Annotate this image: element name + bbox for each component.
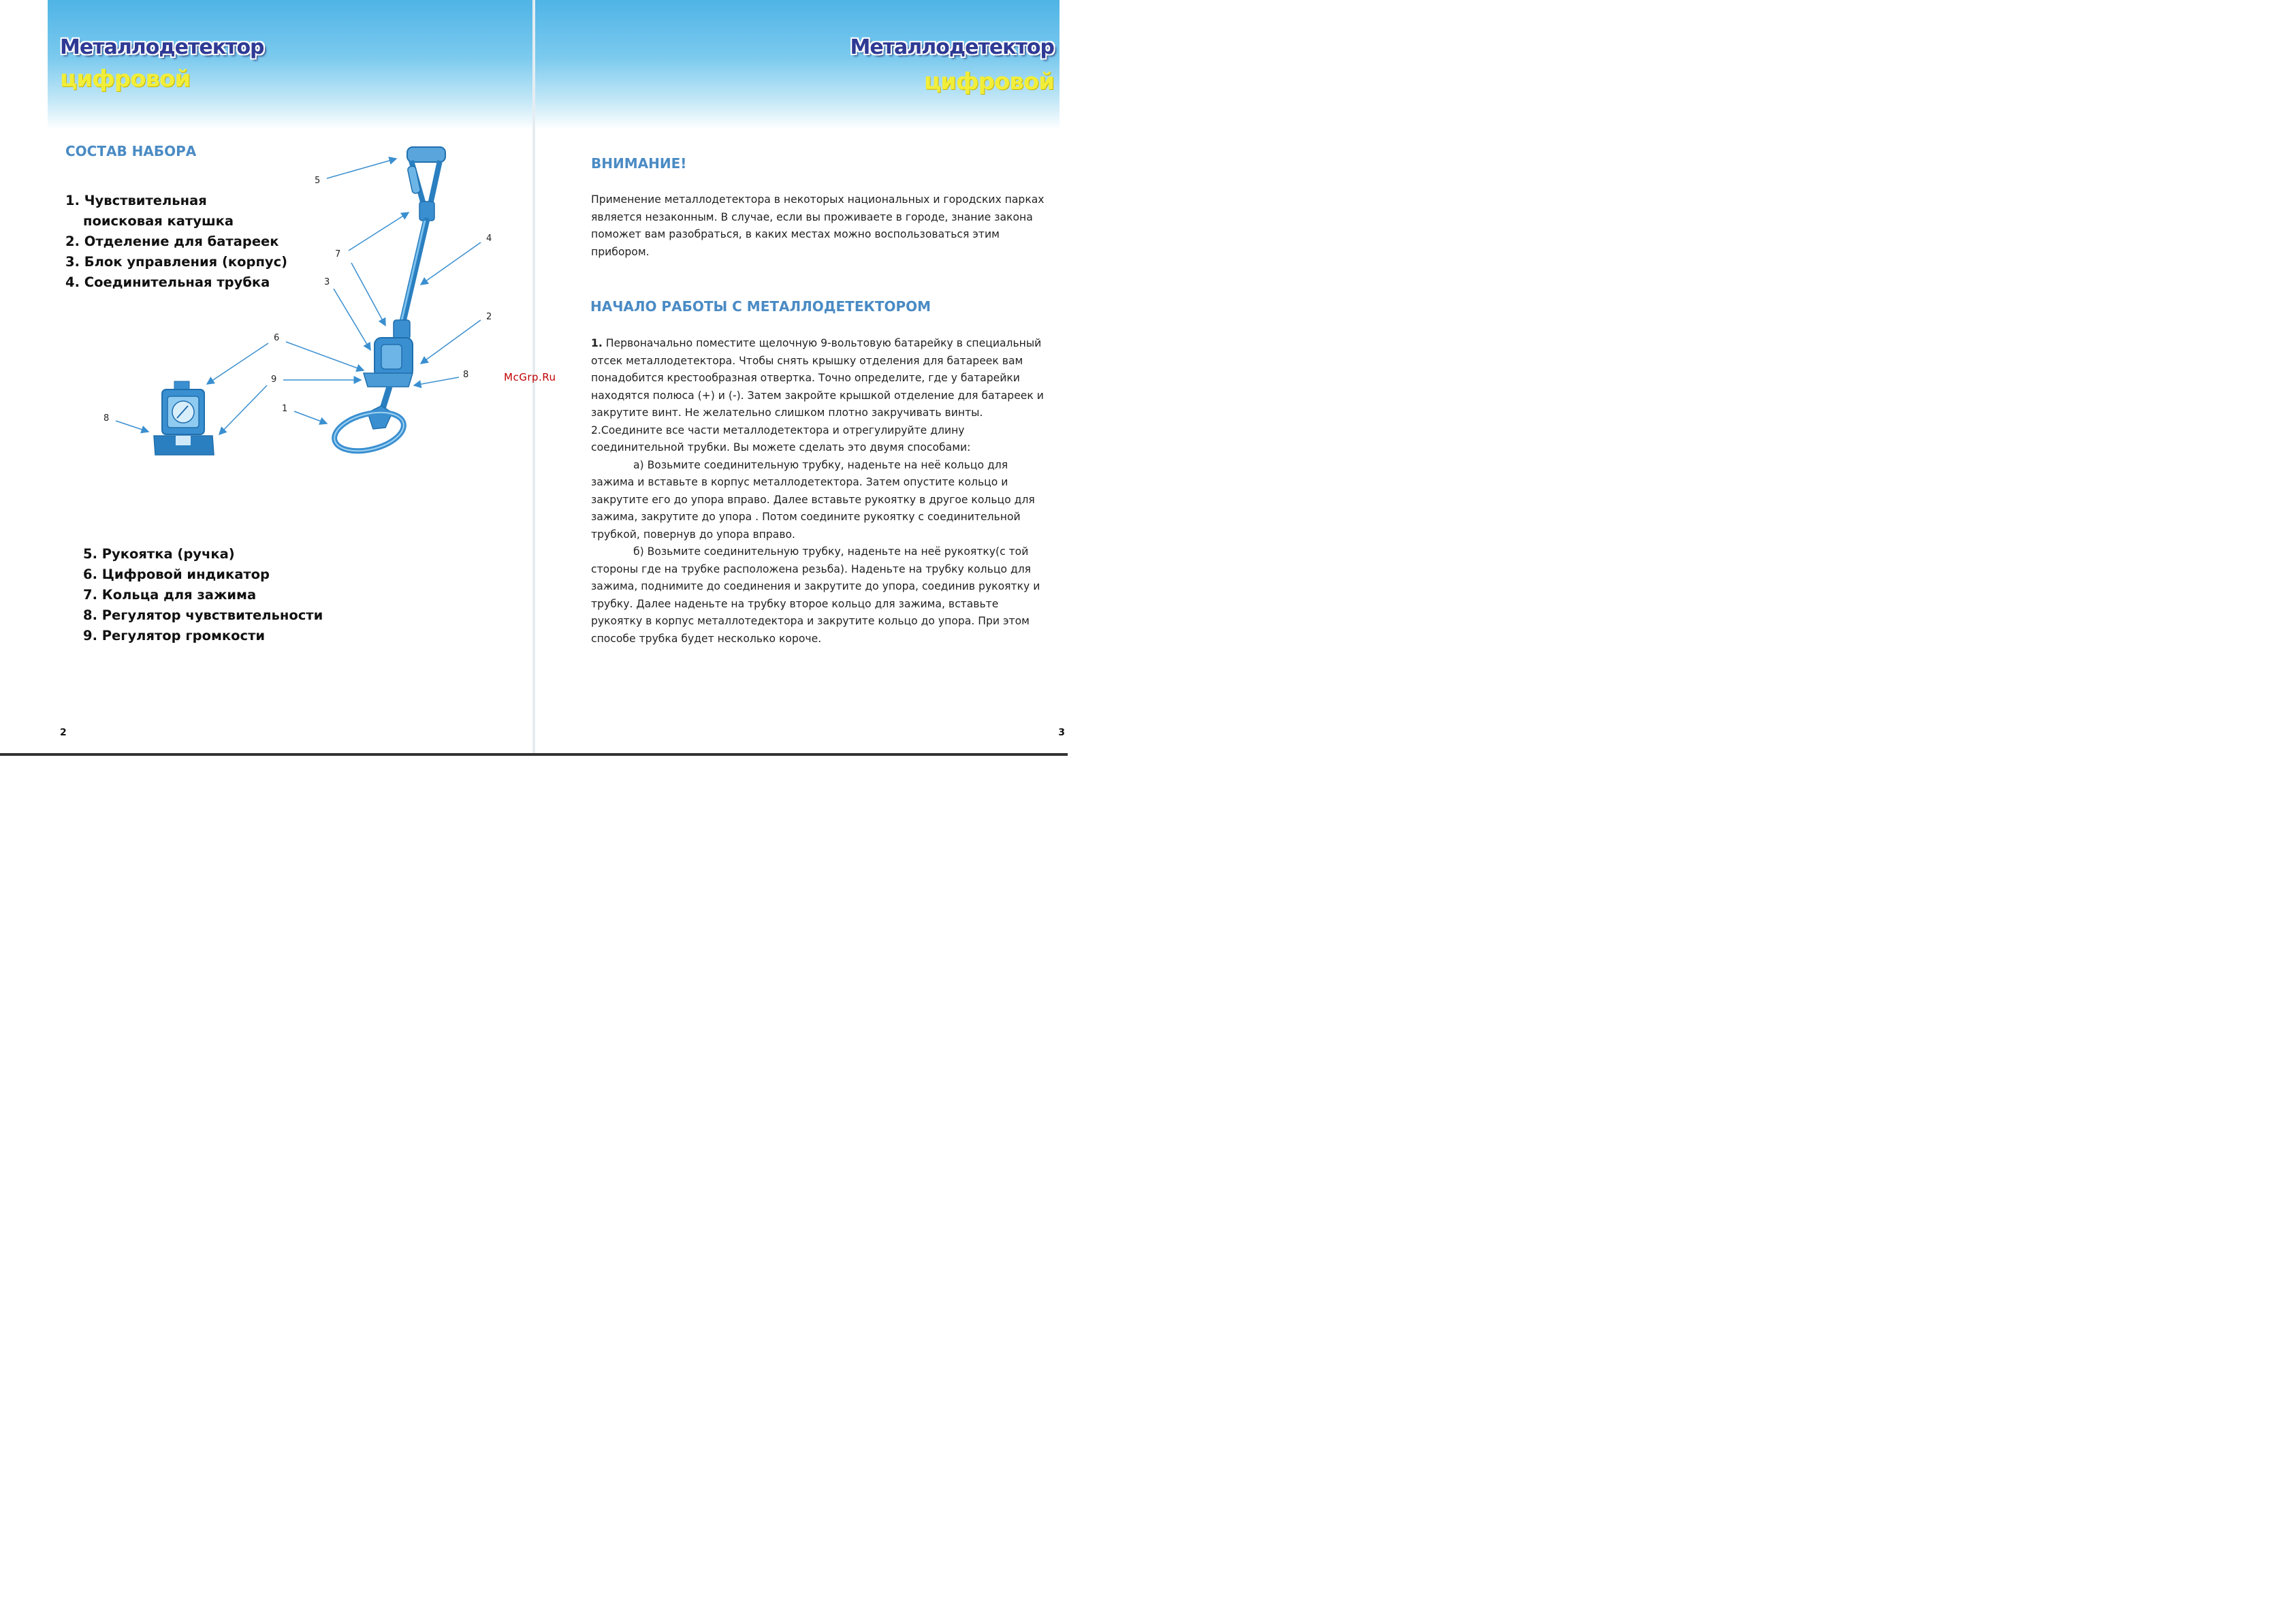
logo-subtitle: цифровой — [60, 65, 191, 93]
part-item: 6. Цифровой индикатор — [83, 567, 270, 582]
step-1-number: 1. — [591, 337, 603, 349]
diagram-label-7: 7 — [335, 249, 341, 259]
attention-text: Применение металлодетектора в некоторых национальных и городских парках является незаконным. В случае, если вы проживаете в городе, знание закона поможет вам разобраться, в каких местах можно воспользоваться этим прибором. — [591, 193, 1045, 258]
control-box-shape — [364, 338, 413, 409]
diagram-label-4: 4 — [486, 234, 492, 244]
step-2: 2.Соедините все части металлодетектора и отрегулируйте длину соединительной трубки. Вы можете сделать это двумя способами: — [591, 424, 971, 453]
header-band — [534, 0, 1060, 129]
logo-title: Металлодетектор — [60, 35, 264, 59]
part-item: 8. Регулятор чувствительности — [83, 607, 323, 623]
step-2a: а) Возьмите соединительную трубку, наденьте на неё кольцо для зажима и вставьте в корпус металлодетектора. Затем опустите кольцо и закрутите его до упора вправо. Далее вставьте рукоятку в другое кольцо для зажима, закрутите до упора . Потом соедините рукоятку с соединительной трубкой, повернув до упора вправо. — [591, 458, 1035, 541]
parts-list-bottom — [83, 544, 323, 646]
diagram-label-5: 5 — [315, 176, 321, 186]
diagram-label-8-closeup: 8 — [103, 413, 110, 424]
shaft-shape — [394, 202, 434, 339]
left-page — [0, 0, 534, 756]
part-item: 5. Рукоятка (ручка) — [83, 546, 235, 562]
logo-title: Металлодетектор — [850, 35, 1054, 59]
diagram-label-6: 6 — [274, 333, 280, 343]
logo-subtitle: цифровой — [923, 68, 1054, 95]
part-item: 9. Регулятор громкости — [83, 628, 266, 643]
diagram-label-1: 1 — [282, 404, 288, 414]
step-1 — [591, 335, 1046, 422]
start-heading: НАЧАЛО РАБОТЫ С МЕТАЛЛОДЕТЕКТОРОМ — [590, 298, 931, 315]
watermark: McGrp.Ru — [504, 371, 556, 383]
right-margin — [1060, 0, 1068, 756]
diagram-label-9: 9 — [271, 375, 277, 385]
part-item: 4. Соединительная трубка — [65, 274, 270, 290]
handle-shape — [407, 147, 445, 204]
part-item: 3. Блок управления (корпус) — [65, 254, 288, 270]
diagram-label-2: 2 — [486, 312, 492, 322]
page-number-left: 2 — [60, 727, 67, 738]
kit-heading: СОСТАВ НАБОРА — [65, 143, 197, 159]
step-2b: б) Возьмите соединительную трубку, наденьте на неё рукоятку(с той стороны где на трубке расположена резьба). Наденьте на трубку кольцо для зажима, поднимите до соединения и закрутите до упора, соединив рукоятку и трубку. Далее наденьте на трубку второе кольцо для зажима, вставьте рукоятку в корпус металлотедектора и закрутите кольцо до упора. При этом способе трубка будет несколько короче. — [591, 545, 1040, 645]
part-item: 7. Кольца для зажима — [83, 587, 257, 603]
part-item: 2. Отделение для батареек — [65, 234, 279, 249]
page-number-right: 3 — [1058, 727, 1065, 738]
part-item: 1. Чувствительная поисковая катушка — [65, 193, 234, 229]
indicator-closeup — [154, 381, 214, 455]
detector-diagram — [0, 0, 534, 490]
search-coil-shape — [330, 406, 407, 458]
diagram-label-3: 3 — [324, 277, 330, 287]
diagram-label-8: 8 — [463, 370, 469, 380]
scan-edge — [0, 753, 1068, 756]
attention-heading: ВНИМАНИЕ! — [591, 155, 687, 172]
step-1-text: Первоначально поместите щелочную 9-вольтовую батарейку в специальный отсек металлодетектора. Чтобы снять крышку отделения для батареек вам понадобится крестообразная отвертка. Точно определите, где у батарейки находятся полюса (+) и (-). Затем закройте крышкой отделение для батареек и закрутите винт. Не желательно слишком плотно закручивать винты. — [591, 337, 1044, 419]
instructions — [591, 335, 1046, 648]
